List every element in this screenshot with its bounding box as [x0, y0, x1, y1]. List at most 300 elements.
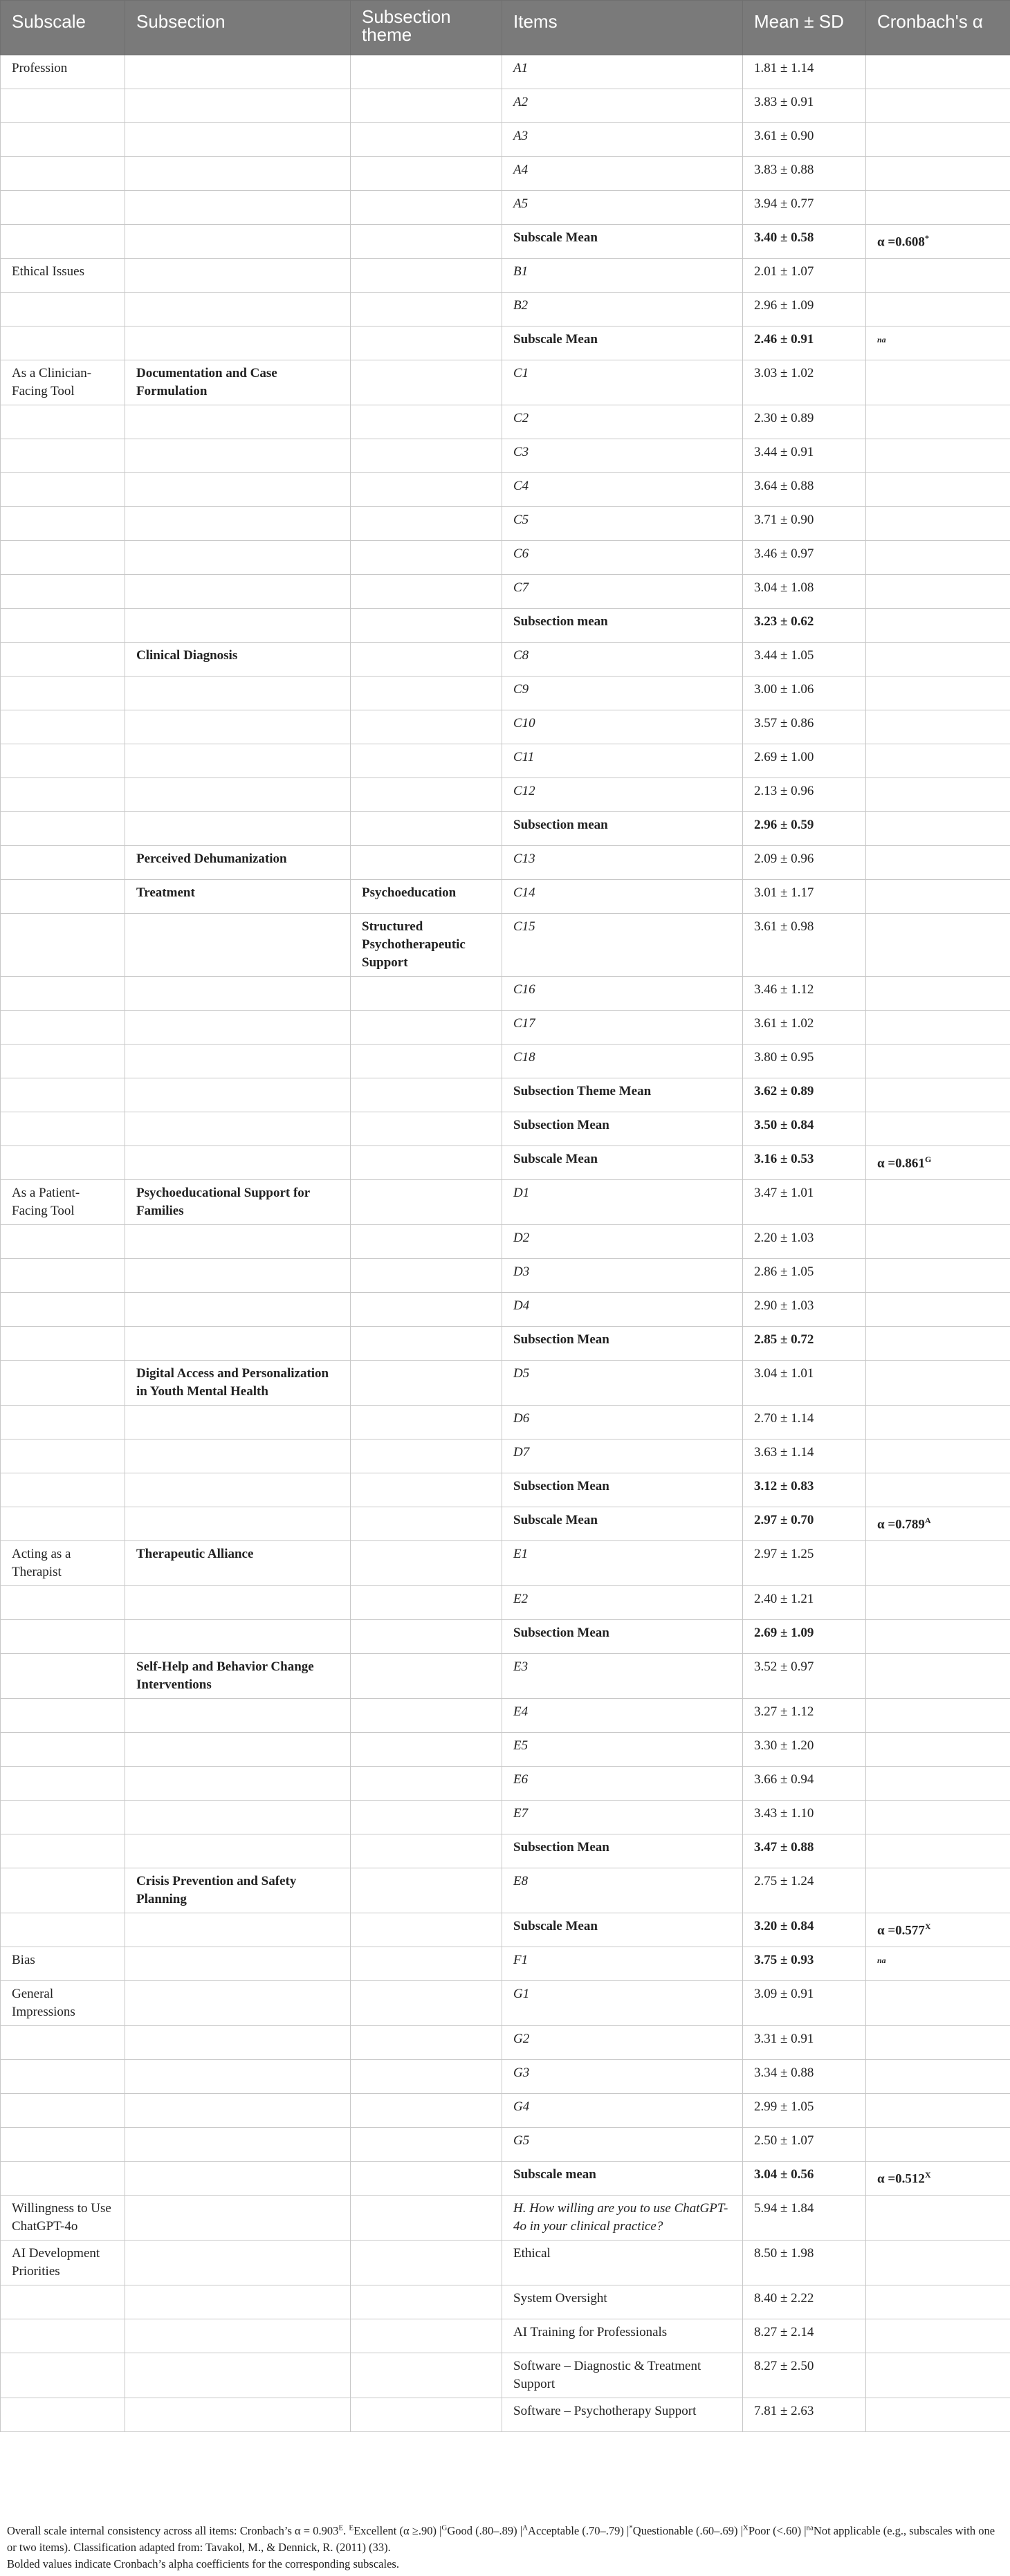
cell-subscale — [1, 1225, 125, 1259]
cell-mean-sd: 8.50 ± 1.98 — [743, 2241, 866, 2285]
cell-subsection — [125, 1259, 351, 1293]
cell-subscale — [1, 710, 125, 744]
cell-subscale — [1, 846, 125, 880]
cell-theme — [351, 541, 502, 575]
cell-subsection — [125, 1733, 351, 1767]
cell-item: C5 — [502, 507, 743, 541]
footnote-sup: A — [522, 2523, 529, 2532]
cell-theme — [351, 2241, 502, 2285]
cell-mean-sd: 3.66 ± 0.94 — [743, 1767, 866, 1801]
cell-item: D5 — [502, 1361, 743, 1406]
cell-mean-sd: 2.75 ± 1.24 — [743, 1868, 866, 1913]
cell-mean-sd: 3.04 ± 1.08 — [743, 575, 866, 609]
cell-mean-sd: 3.80 ± 0.95 — [743, 1045, 866, 1078]
footnote-sep: | — [801, 2524, 807, 2537]
cell-mean-sd: 3.94 ± 0.77 — [743, 191, 866, 225]
cell-subscale — [1, 1834, 125, 1868]
cell-mean-sd: 2.97 ± 1.25 — [743, 1541, 866, 1586]
cell-item: C9 — [502, 677, 743, 710]
cell-mean-sd: 5.94 ± 1.84 — [743, 2196, 866, 2241]
cell-mean-sd: 3.16 ± 0.53 — [743, 1146, 866, 1180]
cell-subscale — [1, 1473, 125, 1507]
cell-subsection — [125, 1439, 351, 1473]
cell-mean-sd: 3.83 ± 0.88 — [743, 157, 866, 191]
table-row — [1, 1225, 1010, 1259]
cell-item: C12 — [502, 778, 743, 812]
cell-alpha — [866, 643, 1010, 677]
cell-mean-sd: 2.20 ± 1.03 — [743, 1225, 866, 1259]
table-row — [1, 2162, 1010, 2196]
cell-theme — [351, 1620, 502, 1654]
cell-theme — [351, 293, 502, 326]
cell-subsection — [125, 1586, 351, 1620]
cell-theme — [351, 1586, 502, 1620]
cell-subsection — [125, 2196, 351, 2241]
table-row — [1, 1146, 1010, 1180]
footnote-overall: Overall scale internal consistency across all items: Cronbach’s α = 0.903 — [7, 2524, 339, 2537]
table-row — [1, 2196, 1010, 2241]
cell-mean-sd: 3.47 ± 0.88 — [743, 1834, 866, 1868]
cell-item: A3 — [502, 123, 743, 157]
cell-mean-sd: 3.09 ± 0.91 — [743, 1981, 866, 2026]
cell-theme — [351, 1767, 502, 1801]
cell-theme — [351, 812, 502, 846]
footnote-line-1 — [7, 2523, 1003, 2556]
cell-alpha — [866, 677, 1010, 710]
cell-theme — [351, 259, 502, 293]
cell-subsection: Crisis Prevention and Safety Planning — [125, 1868, 351, 1913]
cell-theme — [351, 643, 502, 677]
cell-subsection — [125, 473, 351, 507]
cell-alpha — [866, 1225, 1010, 1259]
cell-mean-sd: 3.04 ± 0.56 — [743, 2162, 866, 2196]
cell-subscale: Ethical Issues — [1, 259, 125, 293]
cell-alpha — [866, 2094, 1010, 2128]
cell-mean-sd: 3.00 ± 1.06 — [743, 677, 866, 710]
table-row — [1, 1406, 1010, 1439]
alpha-superscript: X — [924, 1922, 931, 1931]
cell-subscale — [1, 191, 125, 225]
cell-theme — [351, 1293, 502, 1327]
cell-subsection — [125, 1045, 351, 1078]
cell-theme — [351, 1913, 502, 1947]
cell-subsection: Clinical Diagnosis — [125, 643, 351, 677]
table-row — [1, 439, 1010, 473]
table-row — [1, 977, 1010, 1011]
cell-item: C10 — [502, 710, 743, 744]
cell-subsection — [125, 1801, 351, 1834]
table-row — [1, 326, 1010, 360]
cell-mean-sd: 3.20 ± 0.84 — [743, 1913, 866, 1947]
cell-theme — [351, 1406, 502, 1439]
cell-subscale — [1, 1868, 125, 1913]
cell-mean-sd: 2.86 ± 1.05 — [743, 1259, 866, 1293]
cell-theme — [351, 2094, 502, 2128]
cell-theme: Psychoeducation — [351, 880, 502, 914]
cell-subsection — [125, 1406, 351, 1439]
footnote-sep: . — [343, 2524, 349, 2537]
table-row — [1, 710, 1010, 744]
cell-theme — [351, 123, 502, 157]
cell-alpha — [866, 846, 1010, 880]
cell-subscale: As a Patient-Facing Tool — [1, 1180, 125, 1225]
cell-subscale — [1, 977, 125, 1011]
cell-theme — [351, 2060, 502, 2094]
cell-item: E7 — [502, 1801, 743, 1834]
cell-subsection — [125, 1947, 351, 1981]
cell-subscale — [1, 1078, 125, 1112]
table-row — [1, 609, 1010, 643]
alpha-superscript: na — [877, 335, 886, 344]
cell-subsection — [125, 2319, 351, 2353]
cell-item: G3 — [502, 2060, 743, 2094]
cell-alpha — [866, 2398, 1010, 2432]
cell-alpha — [866, 1406, 1010, 1439]
cell-theme — [351, 2128, 502, 2162]
cell-theme — [351, 439, 502, 473]
cell-mean-sd: 3.50 ± 0.84 — [743, 1112, 866, 1146]
cell-subscale — [1, 778, 125, 812]
cell-theme — [351, 1834, 502, 1868]
cell-alpha — [866, 914, 1010, 977]
cell-item: Subsection mean — [502, 609, 743, 643]
footnote-sep: | — [737, 2524, 743, 2537]
cell-subsection — [125, 1981, 351, 2026]
cell-subsection: Documentation and Case Formulation — [125, 360, 351, 405]
cell-alpha — [866, 1801, 1010, 1834]
cell-subsection — [125, 191, 351, 225]
cell-mean-sd: 2.99 ± 1.05 — [743, 2094, 866, 2128]
cell-item: A2 — [502, 89, 743, 123]
cell-item: C15 — [502, 914, 743, 977]
cell-mean-sd: 3.47 ± 1.01 — [743, 1180, 866, 1225]
cell-subsection — [125, 157, 351, 191]
table-row — [1, 812, 1010, 846]
cell-alpha — [866, 259, 1010, 293]
cell-mean-sd: 3.30 ± 1.20 — [743, 1733, 866, 1767]
cell-item: Subsection Mean — [502, 1327, 743, 1361]
table-row — [1, 507, 1010, 541]
cell-theme — [351, 575, 502, 609]
cell-theme — [351, 225, 502, 259]
cell-subsection: Treatment — [125, 880, 351, 914]
footnote-sep: | — [517, 2524, 523, 2537]
table-row — [1, 473, 1010, 507]
cell-mean-sd: 3.52 ± 0.97 — [743, 1654, 866, 1699]
cell-subsection — [125, 677, 351, 710]
cell-subscale — [1, 1620, 125, 1654]
cell-alpha — [866, 1146, 1010, 1180]
table-footnote — [7, 2523, 1003, 2573]
cell-alpha — [866, 360, 1010, 405]
footnote-acceptable: Acceptable (.70–.79) — [528, 2524, 624, 2537]
cell-subscale — [1, 541, 125, 575]
cell-item: B2 — [502, 293, 743, 326]
footnote-not-applicable: Not applicable (e.g., subscales with one or two items). Classification adapted from: Tavakol, M., & Dennick, R. (2011) (33). — [7, 2524, 995, 2554]
footnote-poor: Poor (<.60) — [748, 2524, 802, 2537]
cell-theme — [351, 1112, 502, 1146]
cell-mean-sd: 2.69 ± 1.00 — [743, 744, 866, 778]
cell-theme — [351, 1541, 502, 1586]
footnote-sep: | — [623, 2524, 630, 2537]
cell-item: Subsection Theme Mean — [502, 1078, 743, 1112]
cell-alpha — [866, 2319, 1010, 2353]
table-row — [1, 157, 1010, 191]
table-row — [1, 1801, 1010, 1834]
cell-item: B1 — [502, 259, 743, 293]
cell-subscale — [1, 575, 125, 609]
cell-subsection — [125, 2285, 351, 2319]
cell-theme — [351, 2196, 502, 2241]
cell-item: C13 — [502, 846, 743, 880]
cell-alpha — [866, 1981, 1010, 2026]
cell-item: C16 — [502, 977, 743, 1011]
table-body — [1, 55, 1010, 2432]
cell-subscale — [1, 677, 125, 710]
cell-mean-sd: 2.13 ± 0.96 — [743, 778, 866, 812]
cell-item: C3 — [502, 439, 743, 473]
cell-mean-sd: 3.31 ± 0.91 — [743, 2026, 866, 2060]
cell-subsection — [125, 575, 351, 609]
alpha-value: α =0.608 — [877, 234, 925, 250]
cell-alpha — [866, 778, 1010, 812]
cell-subsection — [125, 744, 351, 778]
cell-theme — [351, 1225, 502, 1259]
cell-item: A4 — [502, 157, 743, 191]
cell-subscale — [1, 1361, 125, 1406]
cell-item: A5 — [502, 191, 743, 225]
cell-mean-sd: 8.27 ± 2.50 — [743, 2353, 866, 2398]
cell-item: E5 — [502, 1733, 743, 1767]
cell-alpha — [866, 977, 1010, 1011]
cell-alpha — [866, 123, 1010, 157]
cell-mean-sd: 2.96 ± 1.09 — [743, 293, 866, 326]
cell-alpha — [866, 439, 1010, 473]
table-row — [1, 1327, 1010, 1361]
cell-alpha — [866, 326, 1010, 360]
cell-alpha — [866, 1259, 1010, 1293]
cell-subscale — [1, 1146, 125, 1180]
cell-alpha — [866, 1180, 1010, 1225]
cell-theme — [351, 609, 502, 643]
cell-subsection — [125, 1834, 351, 1868]
cell-subsection — [125, 1473, 351, 1507]
cell-theme — [351, 1146, 502, 1180]
cell-subscale — [1, 812, 125, 846]
cell-theme — [351, 157, 502, 191]
cell-item: Software – Diagnostic & Treatment Support — [502, 2353, 743, 2398]
cell-alpha — [866, 2026, 1010, 2060]
cell-subscale — [1, 1439, 125, 1473]
cell-alpha — [866, 191, 1010, 225]
cell-mean-sd: 2.40 ± 1.21 — [743, 1586, 866, 1620]
cell-subsection — [125, 1699, 351, 1733]
table-row — [1, 2060, 1010, 2094]
cell-theme — [351, 1473, 502, 1507]
cell-theme — [351, 1654, 502, 1699]
cell-alpha — [866, 1361, 1010, 1406]
cell-mean-sd: 8.40 ± 2.22 — [743, 2285, 866, 2319]
header-subsection-theme: Subsection theme — [351, 1, 502, 55]
cell-mean-sd: 3.61 ± 0.90 — [743, 123, 866, 157]
table-row — [1, 259, 1010, 293]
cell-alpha — [866, 1947, 1010, 1981]
cell-theme — [351, 405, 502, 439]
cell-alpha — [866, 1473, 1010, 1507]
cell-theme — [351, 2026, 502, 2060]
footnote-line-2: Bolded values indicate Cronbach’s alpha coefficients for the corresponding subscales. — [7, 2557, 399, 2570]
cell-subscale — [1, 1259, 125, 1293]
cell-theme — [351, 1868, 502, 1913]
cell-item: G1 — [502, 1981, 743, 2026]
table-row — [1, 778, 1010, 812]
cell-subsection — [125, 1112, 351, 1146]
cell-mean-sd: 3.40 ± 0.58 — [743, 225, 866, 259]
cell-theme — [351, 2162, 502, 2196]
cell-mean-sd: 2.30 ± 0.89 — [743, 405, 866, 439]
cell-subsection — [125, 507, 351, 541]
alpha-value: α =0.789 — [877, 1517, 925, 1532]
cell-alpha — [866, 2285, 1010, 2319]
table-row — [1, 1620, 1010, 1654]
cell-subsection — [125, 1327, 351, 1361]
alpha-value: α =0.861 — [877, 1156, 925, 1171]
cell-mean-sd: 3.83 ± 0.91 — [743, 89, 866, 123]
table-row — [1, 2241, 1010, 2285]
table-row — [1, 2319, 1010, 2353]
header-subsection: Subsection — [125, 1, 351, 55]
cell-subsection: Digital Access and Personalization in Youth Mental Health — [125, 1361, 351, 1406]
alpha-value: α =0.577 — [877, 1923, 925, 1938]
cell-item: D6 — [502, 1406, 743, 1439]
cell-subscale — [1, 507, 125, 541]
table-row — [1, 123, 1010, 157]
table-row — [1, 880, 1010, 914]
cell-alpha — [866, 1439, 1010, 1473]
table-row — [1, 1913, 1010, 1947]
table-row — [1, 1112, 1010, 1146]
table-row — [1, 1045, 1010, 1078]
cell-subscale: As a Clinician-Facing Tool — [1, 360, 125, 405]
cell-item: D2 — [502, 1225, 743, 1259]
cell-item: Subscale mean — [502, 2162, 743, 2196]
cell-subscale — [1, 2353, 125, 2398]
table-row — [1, 2128, 1010, 2162]
cell-alpha — [866, 1868, 1010, 1913]
cell-subsection — [125, 2060, 351, 2094]
cell-item: G4 — [502, 2094, 743, 2128]
footnote-sup: * — [629, 2523, 633, 2532]
cell-subsection — [125, 1293, 351, 1327]
cell-theme — [351, 977, 502, 1011]
cell-subsection — [125, 1507, 351, 1541]
header-items: Items — [502, 1, 743, 55]
cell-alpha — [866, 473, 1010, 507]
cell-item: E8 — [502, 1868, 743, 1913]
table-row — [1, 1947, 1010, 1981]
cell-mean-sd: 3.01 ± 1.17 — [743, 880, 866, 914]
table-row — [1, 2398, 1010, 2432]
cell-subsection — [125, 89, 351, 123]
cell-item: E6 — [502, 1767, 743, 1801]
cell-alpha — [866, 1112, 1010, 1146]
cell-item: Subscale Mean — [502, 225, 743, 259]
cell-theme — [351, 1439, 502, 1473]
table-row — [1, 1259, 1010, 1293]
cell-theme — [351, 1981, 502, 2026]
footnote-sup: X — [742, 2523, 749, 2532]
cell-alpha — [866, 1654, 1010, 1699]
cell-subscale — [1, 1586, 125, 1620]
cell-subscale — [1, 1733, 125, 1767]
cell-subsection — [125, 326, 351, 360]
alpha-superscript: A — [924, 1516, 931, 1525]
cell-item: Subsection Mean — [502, 1112, 743, 1146]
cell-theme — [351, 89, 502, 123]
cell-item: C7 — [502, 575, 743, 609]
cell-subsection — [125, 1767, 351, 1801]
cell-alpha — [866, 2353, 1010, 2398]
cell-item: C18 — [502, 1045, 743, 1078]
header-alpha: Cronbach's α — [866, 1, 1010, 55]
cell-item: E2 — [502, 1586, 743, 1620]
cell-subscale — [1, 225, 125, 259]
cell-subsection — [125, 225, 351, 259]
cell-subscale — [1, 1045, 125, 1078]
cell-item: H. How willing are you to use ChatGPT-4o in your clinical practice? — [502, 2196, 743, 2241]
cell-mean-sd: 2.09 ± 0.96 — [743, 846, 866, 880]
cell-item: Subsection Mean — [502, 1834, 743, 1868]
cell-mean-sd: 3.27 ± 1.12 — [743, 1699, 866, 1733]
table-row — [1, 1439, 1010, 1473]
cell-item: G2 — [502, 2026, 743, 2060]
cell-subscale — [1, 609, 125, 643]
table-row — [1, 575, 1010, 609]
table-row — [1, 744, 1010, 778]
cell-item: E4 — [502, 1699, 743, 1733]
table-row — [1, 1733, 1010, 1767]
cell-mean-sd: 3.63 ± 1.14 — [743, 1439, 866, 1473]
cell-theme — [351, 1259, 502, 1293]
cell-mean-sd: 2.01 ± 1.07 — [743, 259, 866, 293]
cell-subscale: Acting as a Therapist — [1, 1541, 125, 1586]
table-row — [1, 1981, 1010, 2026]
cell-subsection — [125, 710, 351, 744]
cell-mean-sd: 3.12 ± 0.83 — [743, 1473, 866, 1507]
cell-alpha — [866, 1045, 1010, 1078]
cell-alpha — [866, 2162, 1010, 2196]
cell-subsection — [125, 1011, 351, 1045]
table-row — [1, 405, 1010, 439]
cell-subscale — [1, 439, 125, 473]
table-row — [1, 191, 1010, 225]
cell-item: D4 — [502, 1293, 743, 1327]
table-row — [1, 2094, 1010, 2128]
cell-mean-sd: 2.96 ± 0.59 — [743, 812, 866, 846]
cell-alpha — [866, 609, 1010, 643]
cell-subscale: AI Development Priorities — [1, 2241, 125, 2285]
cell-item: C11 — [502, 744, 743, 778]
cell-subscale — [1, 1293, 125, 1327]
cell-subscale — [1, 2060, 125, 2094]
table-row — [1, 1586, 1010, 1620]
cell-subscale — [1, 744, 125, 778]
cell-subscale — [1, 1406, 125, 1439]
cell-subscale — [1, 1112, 125, 1146]
cell-subscale — [1, 293, 125, 326]
cell-mean-sd: 3.46 ± 1.12 — [743, 977, 866, 1011]
cell-subscale — [1, 914, 125, 977]
